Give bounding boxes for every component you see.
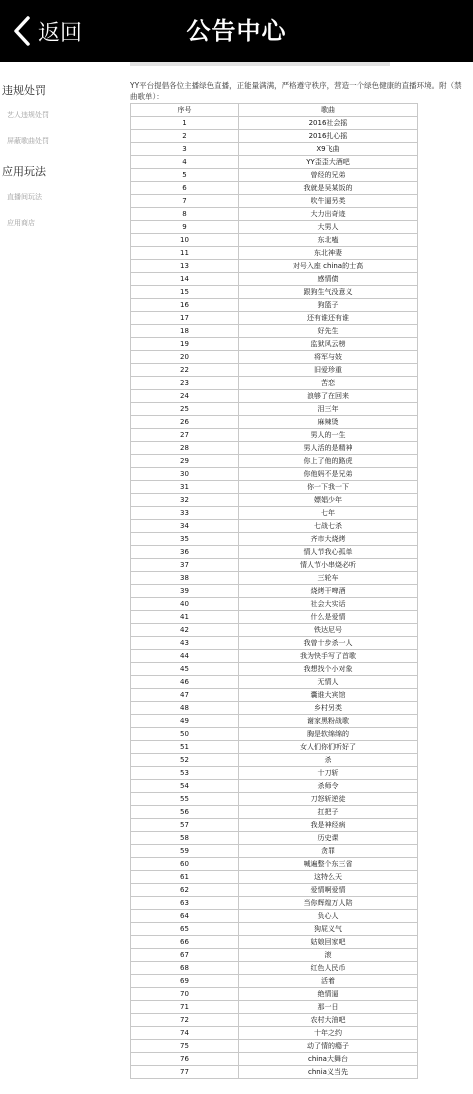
table-row (131, 884, 418, 897)
song-number-cell: 27 (131, 429, 239, 442)
song-title-cell: 感情债 (239, 273, 418, 286)
song-number-cell: 51 (131, 741, 239, 754)
table-row (131, 195, 418, 208)
table-row (131, 1053, 418, 1066)
song-title-cell: 我是神经病 (239, 819, 418, 832)
table-row (131, 676, 418, 689)
song-title-cell: 爱情啊爱情 (239, 884, 418, 897)
song-title-cell: 跟狗生气没意义 (239, 286, 418, 299)
song-number-cell: 77 (131, 1066, 239, 1079)
table-row (131, 338, 418, 351)
song-title-cell: 那一日 (239, 1001, 418, 1014)
song-title-cell: 三轮车 (239, 572, 418, 585)
song-number-cell: 58 (131, 832, 239, 845)
song-number-cell: 62 (131, 884, 239, 897)
song-title-cell: 贪罪 (239, 845, 418, 858)
table-row (131, 1027, 418, 1040)
table-row (131, 988, 418, 1001)
table-row (131, 117, 418, 130)
song-title-cell: 当你辉煌万人陪 (239, 897, 418, 910)
table-row (131, 312, 418, 325)
table-row (131, 806, 418, 819)
song-title-cell: 对号入座 china的士高 (239, 260, 418, 273)
table-row (131, 455, 418, 468)
song-title-cell: 好先生 (239, 325, 418, 338)
song-number-cell: 7 (131, 195, 239, 208)
song-number-cell: 76 (131, 1053, 239, 1066)
column-header-number: 序号 (131, 104, 239, 117)
song-title-cell: 我就是吴某饭的 (239, 182, 418, 195)
song-title-cell: china大舞台 (239, 1053, 418, 1066)
song-number-cell: 53 (131, 767, 239, 780)
nav-bar (0, 0, 473, 62)
table-row (131, 1066, 418, 1079)
song-title-cell: 喊遍整个东三省 (239, 858, 418, 871)
song-title-cell: YY歪歪大酒吧 (239, 156, 418, 169)
table-row (131, 598, 418, 611)
sidebar-item-app-store[interactable]: 应用商店 (7, 219, 35, 227)
song-number-cell: 59 (131, 845, 239, 858)
song-title-cell: 负心人 (239, 910, 418, 923)
table-row (131, 221, 418, 234)
song-title-cell: chnia义当先 (239, 1066, 418, 1079)
song-title-cell: 2016社会摇 (239, 117, 418, 130)
song-title-cell: 七年 (239, 507, 418, 520)
song-number-cell: 35 (131, 533, 239, 546)
song-number-cell: 49 (131, 715, 239, 728)
song-title-cell: 囊谁大宾馆 (239, 689, 418, 702)
page-title: 公告中心 (186, 17, 287, 45)
song-title-cell: 胸是软绵绵的 (239, 728, 418, 741)
song-number-cell: 61 (131, 871, 239, 884)
song-title-cell: 社会大实话 (239, 598, 418, 611)
song-title-cell: 男人的一生 (239, 429, 418, 442)
song-number-cell: 63 (131, 897, 239, 910)
song-number-cell: 25 (131, 403, 239, 416)
table-row (131, 858, 418, 871)
table-row (131, 442, 418, 455)
song-number-cell: 65 (131, 923, 239, 936)
song-number-cell: 33 (131, 507, 239, 520)
column-header-song: 歌曲 (239, 104, 418, 117)
song-number-cell: 72 (131, 1014, 239, 1027)
table-row (131, 1040, 418, 1053)
song-title-cell: 嫖娼少年 (239, 494, 418, 507)
song-number-cell: 19 (131, 338, 239, 351)
table-row (131, 364, 418, 377)
table-row (131, 702, 418, 715)
song-number-cell: 9 (131, 221, 239, 234)
song-title-cell: 还有谁还有谁 (239, 312, 418, 325)
song-title-cell: 监狱风云榜 (239, 338, 418, 351)
song-title-cell: 铁达尼号 (239, 624, 418, 637)
song-number-cell: 18 (131, 325, 239, 338)
table-row (131, 780, 418, 793)
table-row (131, 975, 418, 988)
song-number-cell: 75 (131, 1040, 239, 1053)
song-title-cell: 我为快手写了首歌 (239, 650, 418, 663)
table-row (131, 845, 418, 858)
table-row (131, 208, 418, 221)
song-title-cell: 什么是爱情 (239, 611, 418, 624)
song-number-cell: 16 (131, 299, 239, 312)
song-title-cell: 农村大油吧 (239, 1014, 418, 1027)
sidebar-section-violations[interactable]: 违规处罚 (2, 84, 46, 97)
song-number-cell: 34 (131, 520, 239, 533)
song-title-cell: 大力出奇迹 (239, 208, 418, 221)
table-row (131, 637, 418, 650)
table-row (131, 377, 418, 390)
song-number-cell: 37 (131, 559, 239, 572)
song-title-cell: 无情人 (239, 676, 418, 689)
song-number-cell: 74 (131, 1027, 239, 1040)
song-number-cell: 14 (131, 273, 239, 286)
song-title-cell: 吹牛逼另类 (239, 195, 418, 208)
song-title-cell: 活着 (239, 975, 418, 988)
song-title-cell: 浪够了在回来 (239, 390, 418, 403)
song-title-cell: 杀 (239, 754, 418, 767)
table-row (131, 611, 418, 624)
announcement-intro: YY平台提倡各位主播绿色直播，正能量满满，严格遵守秩序，营造一个绿色健康的直播环境。附（禁曲歌单）： (130, 81, 462, 101)
song-number-cell: 15 (131, 286, 239, 299)
table-row (131, 910, 418, 923)
banned-songs-table (130, 103, 418, 1079)
song-title-cell: 绝情逼 (239, 988, 418, 1001)
song-number-cell: 30 (131, 468, 239, 481)
table-row (131, 832, 418, 845)
table-row (131, 403, 418, 416)
song-number-cell: 11 (131, 247, 239, 260)
table-row (131, 325, 418, 338)
table-row (131, 585, 418, 598)
song-title-cell: 东北嗑 (239, 234, 418, 247)
table-row (131, 299, 418, 312)
song-title-cell: 十年之约 (239, 1027, 418, 1040)
table-row (131, 1001, 418, 1014)
song-number-cell: 56 (131, 806, 239, 819)
song-number-cell: 70 (131, 988, 239, 1001)
song-number-cell: 45 (131, 663, 239, 676)
song-title-cell: 你他妈不是兄弟 (239, 468, 418, 481)
table-row (131, 728, 418, 741)
table-row (131, 923, 418, 936)
song-title-cell: 历史课 (239, 832, 418, 845)
song-number-cell: 39 (131, 585, 239, 598)
cropped-text-line (130, 62, 390, 66)
song-title-cell: 曾经的兄弟 (239, 169, 418, 182)
song-title-cell: 情人节小串烧必听 (239, 559, 418, 572)
song-number-cell: 13 (131, 260, 239, 273)
song-title-cell: 东北神妻 (239, 247, 418, 260)
table-row (131, 234, 418, 247)
song-number-cell: 20 (131, 351, 239, 364)
song-title-cell: 泪三年 (239, 403, 418, 416)
song-number-cell: 29 (131, 455, 239, 468)
song-number-cell: 23 (131, 377, 239, 390)
table-row (131, 624, 418, 637)
back-label: 返回 (38, 20, 83, 46)
song-number-cell: 41 (131, 611, 239, 624)
song-number-cell: 8 (131, 208, 239, 221)
song-number-cell: 60 (131, 858, 239, 871)
song-number-cell: 4 (131, 156, 239, 169)
table-body (131, 117, 418, 1079)
song-number-cell: 66 (131, 936, 239, 949)
song-number-cell: 31 (131, 481, 239, 494)
song-title-cell: 你上了他的路虎 (239, 455, 418, 468)
song-title-cell: 齐市大烧烤 (239, 533, 418, 546)
table-row (131, 481, 418, 494)
song-title-cell: 杀师令 (239, 780, 418, 793)
song-title-cell: 情人节我心孤单 (239, 546, 418, 559)
table-row (131, 494, 418, 507)
announcement-content (130, 62, 473, 1094)
song-number-cell: 32 (131, 494, 239, 507)
table-row (131, 468, 418, 481)
song-number-cell: 38 (131, 572, 239, 585)
table-row (131, 559, 418, 572)
table-row (131, 286, 418, 299)
song-title-cell: 七战七杀 (239, 520, 418, 533)
song-title-cell: 乡村另类 (239, 702, 418, 715)
song-title-cell: 你一下我一下 (239, 481, 418, 494)
song-number-cell: 3 (131, 143, 239, 156)
song-number-cell: 44 (131, 650, 239, 663)
song-title-cell: 扛把子 (239, 806, 418, 819)
song-number-cell: 71 (131, 1001, 239, 1014)
song-number-cell: 17 (131, 312, 239, 325)
song-title-cell: X9飞曲 (239, 143, 418, 156)
song-number-cell: 24 (131, 390, 239, 403)
song-number-cell: 52 (131, 754, 239, 767)
song-title-cell: 狗屁义气 (239, 923, 418, 936)
table-row (131, 663, 418, 676)
song-number-cell: 46 (131, 676, 239, 689)
table-row (131, 819, 418, 832)
sidebar-item-live-gameplay[interactable]: 直播间玩法 (7, 193, 42, 201)
table-row (131, 793, 418, 806)
song-title-cell: 红色人民币 (239, 962, 418, 975)
song-title-cell: 男人活的是精神 (239, 442, 418, 455)
table-row (131, 507, 418, 520)
song-number-cell: 64 (131, 910, 239, 923)
song-number-cell: 36 (131, 546, 239, 559)
table-row (131, 936, 418, 949)
table-row (131, 182, 418, 195)
table-row (131, 533, 418, 546)
song-number-cell: 68 (131, 962, 239, 975)
table-row (131, 260, 418, 273)
song-number-cell: 5 (131, 169, 239, 182)
song-number-cell: 69 (131, 975, 239, 988)
song-title-cell: 烧烤干啤酒 (239, 585, 418, 598)
table-row (131, 520, 418, 533)
table-row (131, 741, 418, 754)
song-title-cell: 苦恋 (239, 377, 418, 390)
song-number-cell: 67 (131, 949, 239, 962)
song-title-cell: 将军与妓 (239, 351, 418, 364)
song-number-cell: 6 (131, 182, 239, 195)
song-title-cell: 我想找个小对象 (239, 663, 418, 676)
song-title-cell: 刀怒斩逆徒 (239, 793, 418, 806)
song-title-cell: 2016扎心摇 (239, 130, 418, 143)
song-number-cell: 50 (131, 728, 239, 741)
table-row (131, 156, 418, 169)
song-number-cell: 26 (131, 416, 239, 429)
table-header-row (131, 104, 418, 117)
song-number-cell: 57 (131, 819, 239, 832)
table-row (131, 130, 418, 143)
table-row (131, 416, 418, 429)
song-number-cell: 42 (131, 624, 239, 637)
table-row (131, 897, 418, 910)
song-title-cell: 麻辣烫 (239, 416, 418, 429)
table-row (131, 1014, 418, 1027)
song-number-cell: 10 (131, 234, 239, 247)
table-row (131, 962, 418, 975)
table-row (131, 247, 418, 260)
table-row (131, 273, 418, 286)
table-row (131, 871, 418, 884)
table-row (131, 390, 418, 403)
sidebar-section-gameplay[interactable]: 应用玩法 (2, 165, 46, 178)
song-title-cell: 动了情的瘾子 (239, 1040, 418, 1053)
table-row (131, 143, 418, 156)
song-title-cell: 旧爱珍重 (239, 364, 418, 377)
sidebar-item-blocked-songs[interactable]: 屏蔽歌曲处罚 (7, 137, 49, 145)
sidebar (0, 62, 118, 1094)
song-number-cell: 2 (131, 130, 239, 143)
song-number-cell: 40 (131, 598, 239, 611)
song-title-cell: 滚 (239, 949, 418, 962)
table-row (131, 767, 418, 780)
song-number-cell: 54 (131, 780, 239, 793)
table-row (131, 351, 418, 364)
song-title-cell: 谢家黑粉战歌 (239, 715, 418, 728)
song-title-cell: 大男人 (239, 221, 418, 234)
table-row (131, 546, 418, 559)
sidebar-item-artist-violation[interactable]: 艺人违规处罚 (7, 111, 49, 119)
song-number-cell: 55 (131, 793, 239, 806)
song-title-cell: 狗篮子 (239, 299, 418, 312)
song-title-cell: 女人们你们听好了 (239, 741, 418, 754)
song-title-cell: 我曾十步杀一人 (239, 637, 418, 650)
table-row (131, 650, 418, 663)
song-number-cell: 48 (131, 702, 239, 715)
table-row (131, 429, 418, 442)
table-row (131, 754, 418, 767)
song-title-cell: 这特么天 (239, 871, 418, 884)
table-row (131, 949, 418, 962)
table-row (131, 572, 418, 585)
song-number-cell: 1 (131, 117, 239, 130)
song-title-cell: 十刀斩 (239, 767, 418, 780)
table-row (131, 689, 418, 702)
song-number-cell: 28 (131, 442, 239, 455)
song-number-cell: 22 (131, 364, 239, 377)
song-number-cell: 43 (131, 637, 239, 650)
table-row (131, 715, 418, 728)
table-row (131, 169, 418, 182)
song-title-cell: 姑娘回家吧 (239, 936, 418, 949)
song-number-cell: 47 (131, 689, 239, 702)
